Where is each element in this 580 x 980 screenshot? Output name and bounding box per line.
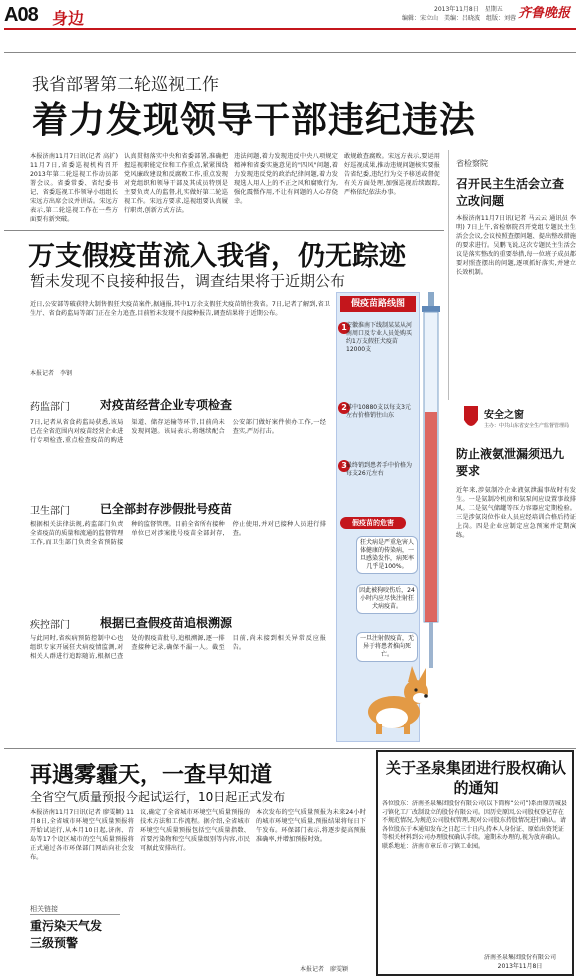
date-line: 2013年11月8日 星期五 [434,6,503,13]
step-2: 其中10880支以每支3元左右价格销往山东 [346,404,411,419]
article2-headline: 万支假疫苗流入我省，仍无踪迹 [28,241,406,272]
syringe-illustration [420,292,442,672]
safety-body: 近年来,涉氨制冷企业液氨泄漏事故时有发生。一是氨制冷机房和氨泵间应设置事故排风。二是氨气储罐等压力容器应定期检验。三是涉氨岗位作业人员应经培训合格后持证上岗。四是企业应制定应急预案并定期演练。 [456,487,576,539]
infographic-title: 假疫苗路线图 [340,296,416,312]
harm-bubble-1: 狂犬病是严重危害人体健康的传染病，一旦感染发作，病死率几乎是100%。 [356,536,418,574]
newspaper-logo: 齐鲁晚报 [518,6,571,21]
article1-col3: 违法问题,着力发现违反中央八项规定精神和省委实施意见的"四风"问题,着力发现违反党的政治纪律问题,着力发现选人用人上的不正之风和腐败行为,强化震慑作用,不让有问题的人心存侥幸。 [234,153,338,205]
editor-line: 编辑：宋立山 美编：吕晓波 组版：刘蓉 [402,15,517,22]
sec2-headline: 已全部封存涉假批号疫苗 [100,502,233,516]
article3-col2: 议,确定了全省城市环境空气质量预报的技术方法和工作流程。据介绍,全省城市环境空气质量预报包括空气质量指数、首要污染物和空气质量级别等内容,市民可据此安排出行。 [140,809,250,852]
notice-title: 关于圣泉集团进行股权确认的通知 [386,759,567,797]
step-number-2: 2 [338,402,350,414]
page-number: A08 [4,4,38,26]
sec1-headline: 对疫苗经营企业专项检查 [100,398,233,412]
divider [4,230,444,231]
article1-col1: 本报济南11月7日讯(记者 高扩) 11月7日,省委巡视机构召开2013年第二轮巡视工作动员部署会议。省委常委、省纪委书记、省委巡视工作领导小组组长宋远方出席会议并讲话。宋远方表示,第二轮巡视工作在一些方面要有新突破。 [30,153,118,223]
corgi-illustration [356,660,438,738]
article3-col3: 本次发布的空气质量预报为未来24小时的城市环境空气质量,预报结果将每日下午发布。环保部门表示,将逐步提高预报准确率,并增加预报时效。 [256,809,366,843]
harm-bubble-3: 一旦注射假疫苗，无异于将患者推向死亡。 [356,632,418,662]
sec2-label: 卫生部门 [30,506,70,517]
step-number-3: 3 [338,460,350,472]
header-rule [4,28,576,30]
side-headline: 召开民主生活会立查立改问题 [456,177,565,208]
notice-body: 各位股东：济南圣泉集团股份有限公司(以下简称“公司”)系由原历城县刁镇化工厂改制设立的股份有限公司。因历史原因,公司股权登记存在不规范情况,为规范公司股权管理,现对公司股东持股情况进行确认。请各位股东于本通知发布之日起三十日内,持本人身份证、原始出资凭证等相关材料到公司办理股权确认手续。逾期未办理的,视为放弃确认。联系地址：济南市章丘市刁镇工业园。 [382,800,567,850]
article2-subhead: 暂未发现不良接种报告，调查结果将于近期公布 [30,272,346,290]
step-3: 最终销到患者手中价格为每支26元左右 [346,462,413,477]
related-link-tag: 相关链接 [30,904,120,915]
article1-col2: 认真贯彻落实中央和省委部署,准确把握巡视职能定位和工作重点,紧紧围绕党风廉政建设和反腐败工作,重点发现对党组织和领导干部及其成员特别是主要负责人的监督,扎实做好第二轮巡视工作。宋远方要求,巡视组要认真履行职责,创新方式方法。 [124,153,228,214]
article1-col4: 敢规敢查腐败。宋远方表示,要运用好巡视成果,推动违规问题核实要报告省纪委,违纪行为交予移送或督促有关方面处理,加强巡视后续跟踪,严格依纪依法办事。 [344,153,440,196]
safety-sponsor: 主办：中共山东省安全生产监督管理局 [484,423,570,429]
safety-badge-title: 安全之窗 [484,410,524,421]
article3-byline: 本报记者 廖雯颖 [300,966,349,973]
page-header [0,0,580,30]
article1-kicker: 我省部署第二轮巡视工作 [32,75,219,95]
harm-bubble-2: 因此被狗咬伤后，24小时内应尽快注射狂犬病疫苗。 [356,584,418,614]
sec1-label: 药监部门 [30,402,70,413]
divider [4,52,576,53]
article3-headline: 再遇雾霾天，一查早知道 [30,763,273,788]
step-number-1: 1 [338,322,350,334]
column-divider [448,150,449,400]
divider [4,748,576,749]
article1-headline: 着力发现领导干部违纪违法 [32,100,477,141]
related-link-headline[interactable]: 重污染天气发三级预警 [30,919,103,950]
step-1: 安徽淮南下线制某某从河南周口及专业人员处购买约1万支假狂犬疫苗12000支 [346,322,413,353]
article2-lead: 近日,公安部等破获特大制售假狂犬疫苗案件,据通报,其中1万余支假狂犬疫苗销往我省。7日,记者了解到,省卫生厅、省食药监局等部门正在全力追查,目前暂未发现不良接种报告,调查结果将于近期公布。 [30,301,330,317]
sec1-body: 7日,记者从省食药监局获悉,该局已在全省范围内对疫苗经营企业进行专项检查,重点检查疫苗的购进渠道、储存运输等环节,目前尚未发现问题。该局表示,将继续配合公安部门做好案件侦办工作,一经查实,严厉打击。 [30,419,326,444]
section-name: 身边 [52,9,85,28]
side-body: 本报济南11月7日讯(记者 马云云 通讯员 李明) 7日上午,省检察院召开党组专题民主生活会会议,会议按照查摆问题、提出整改措施的要求进行。吴鹏飞说,这次专题民主生活会议是落实整改的重要举措,每一位班子成员都要对照查摆出的问题,逐项抓好落实,并建立长效机制。 [456,215,576,276]
sec3-headline: 根据已查假疫苗追根溯源 [100,616,233,630]
article3-subhead: 全省空气质量预报今起试运行，10日起正式发布 [30,790,286,804]
article2-byline: 本报记者 李钢 [30,370,73,377]
side-tag: 省检察院 [456,159,488,168]
danger-title: 假疫苗的危害 [340,517,406,529]
safety-window-badge [456,402,576,438]
article3-col1: 本报济南11月7日讯(记者 廖雯颖) 11月8日,全省城市环境空气质量预报将开始试运行,从本月10日起,济南、青岛等17个设区城市的空气质量预报将正式通过各市环保部门网站向社会发布。 [30,809,134,861]
sec3-label: 疾控部门 [30,620,70,631]
sec3-body: 与此同时,省疾病预防控制中心也组织专家开展狂犬病疫情监测,对相关人群进行追踪随访,根据已查处的假疫苗批号,追根溯源,逐一排查接种记录,确保不漏一人。截至目前,尚未接到相关异常反应报告。 [30,635,326,660]
notice-footer: 济南圣泉集团股份有限公司 2013年11月8日 [483,954,556,970]
safety-headline: 防止液氨泄漏须迅九要求 [456,447,565,478]
sec2-body: 根据相关法律法规,药监部门负责全省疫苗的质量和流通的监督管理工作,而卫生部门负责全省预防接种的监督管理。目前全省所有接种单位已对涉案批号疫苗全部封存,停止使用,并对已接种人员进行排查。 [30,521,326,546]
